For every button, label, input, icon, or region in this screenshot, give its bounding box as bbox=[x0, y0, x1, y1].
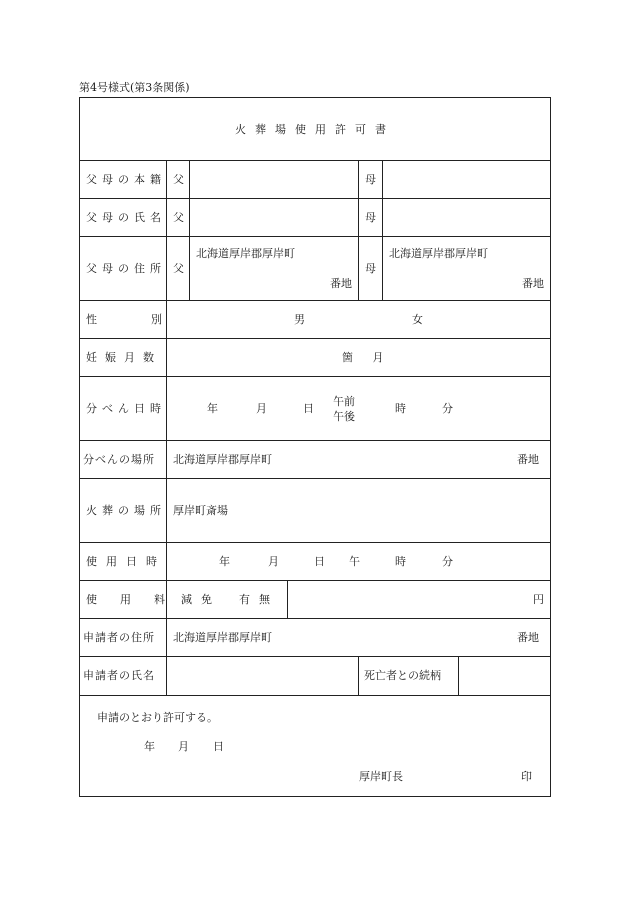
father-banchi: 番地 bbox=[330, 277, 352, 290]
mayor-title: 厚岸町長 bbox=[359, 770, 403, 783]
label-honseki: 父母の本籍 bbox=[86, 173, 166, 186]
label-cremation-place: 火葬の場所 bbox=[86, 504, 166, 517]
birth-hour-unit: 時 bbox=[395, 402, 406, 415]
rule bbox=[79, 478, 551, 479]
approval-text: 申請のとおり許可する。 bbox=[97, 711, 218, 724]
rule bbox=[79, 236, 551, 237]
rule bbox=[79, 656, 551, 657]
rule bbox=[458, 656, 459, 695]
mother-mark: 母 bbox=[365, 173, 376, 186]
use-noon: 午 bbox=[349, 555, 360, 568]
approval-month-unit: 月 bbox=[178, 740, 189, 753]
label-applicant-name: 申請者の氏名 bbox=[83, 669, 155, 682]
birth-place-prefix: 北海道厚岸郡厚岸町 bbox=[173, 453, 272, 466]
title-text: 火葬場使用許可書 bbox=[235, 123, 395, 136]
rule bbox=[382, 160, 383, 300]
mother-address-prefix: 北海道厚岸郡厚岸町 bbox=[389, 247, 488, 260]
male-option: 男 bbox=[294, 313, 305, 326]
form-frame bbox=[79, 97, 551, 797]
form-number: 第4号様式(第3条関係) bbox=[79, 81, 190, 94]
label-fee: 使用料 bbox=[86, 593, 188, 606]
rule bbox=[358, 656, 359, 695]
rule bbox=[287, 580, 288, 618]
label-parent-name: 父母の氏名 bbox=[86, 211, 166, 224]
approval-year-unit: 年 bbox=[144, 740, 155, 753]
rule bbox=[79, 695, 551, 696]
father-address-prefix: 北海道厚岸郡厚岸町 bbox=[196, 247, 295, 260]
rule bbox=[79, 376, 551, 377]
rule bbox=[79, 198, 551, 199]
label-pregnancy-months: 妊娠月数 bbox=[86, 351, 162, 364]
rule bbox=[358, 160, 359, 300]
father-mark: 父 bbox=[173, 262, 184, 275]
rule bbox=[79, 542, 551, 543]
seal-mark: 印 bbox=[521, 770, 532, 783]
label-sex: 性別 bbox=[86, 313, 216, 326]
relation-label: 死亡者との続柄 bbox=[364, 669, 441, 682]
fee-reduction: 減免 bbox=[181, 593, 221, 606]
label-birth-place: 分べんの場所 bbox=[83, 453, 155, 466]
cremation-place-value: 厚岸町斎場 bbox=[173, 504, 228, 517]
rule bbox=[79, 440, 551, 441]
mother-mark: 母 bbox=[365, 211, 376, 224]
form-title bbox=[235, 124, 395, 135]
applicant-address-prefix: 北海道厚岸郡厚岸町 bbox=[173, 631, 272, 644]
birth-month-unit: 月 bbox=[256, 402, 267, 415]
birth-pm: 午後 bbox=[333, 410, 355, 423]
mother-banchi: 番地 bbox=[522, 277, 544, 290]
approval-day-unit: 日 bbox=[213, 740, 224, 753]
rule bbox=[79, 338, 551, 339]
birth-am: 午前 bbox=[333, 395, 355, 408]
fee-yen: 円 bbox=[533, 593, 544, 606]
rule bbox=[166, 160, 167, 695]
use-hour-unit: 時 bbox=[395, 555, 406, 568]
birth-place-banchi: 番地 bbox=[517, 453, 539, 466]
month-count-unit: 箇 月 bbox=[342, 351, 392, 364]
father-mark: 父 bbox=[173, 211, 184, 224]
mother-mark: 母 bbox=[365, 262, 376, 275]
label-birth-datetime: 分べん日時 bbox=[86, 402, 166, 415]
birth-day-unit: 日 bbox=[303, 402, 314, 415]
female-option: 女 bbox=[412, 313, 423, 326]
use-day-unit: 日 bbox=[314, 555, 325, 568]
label-applicant-address: 申請者の住所 bbox=[83, 631, 155, 644]
use-minute-unit: 分 bbox=[442, 555, 453, 568]
rule bbox=[79, 300, 551, 301]
birth-year-unit: 年 bbox=[207, 402, 218, 415]
birth-minute-unit: 分 bbox=[442, 402, 453, 415]
fee-presence: 有無 bbox=[239, 593, 279, 606]
label-use-datetime: 使用日時 bbox=[86, 555, 166, 568]
use-year-unit: 年 bbox=[219, 555, 230, 568]
rule bbox=[79, 580, 551, 581]
rule bbox=[79, 160, 551, 161]
label-parent-address: 父母の住所 bbox=[86, 262, 166, 275]
applicant-banchi: 番地 bbox=[517, 631, 539, 644]
rule bbox=[189, 160, 190, 300]
rule bbox=[79, 618, 551, 619]
father-mark: 父 bbox=[173, 173, 184, 186]
use-month-unit: 月 bbox=[268, 555, 279, 568]
